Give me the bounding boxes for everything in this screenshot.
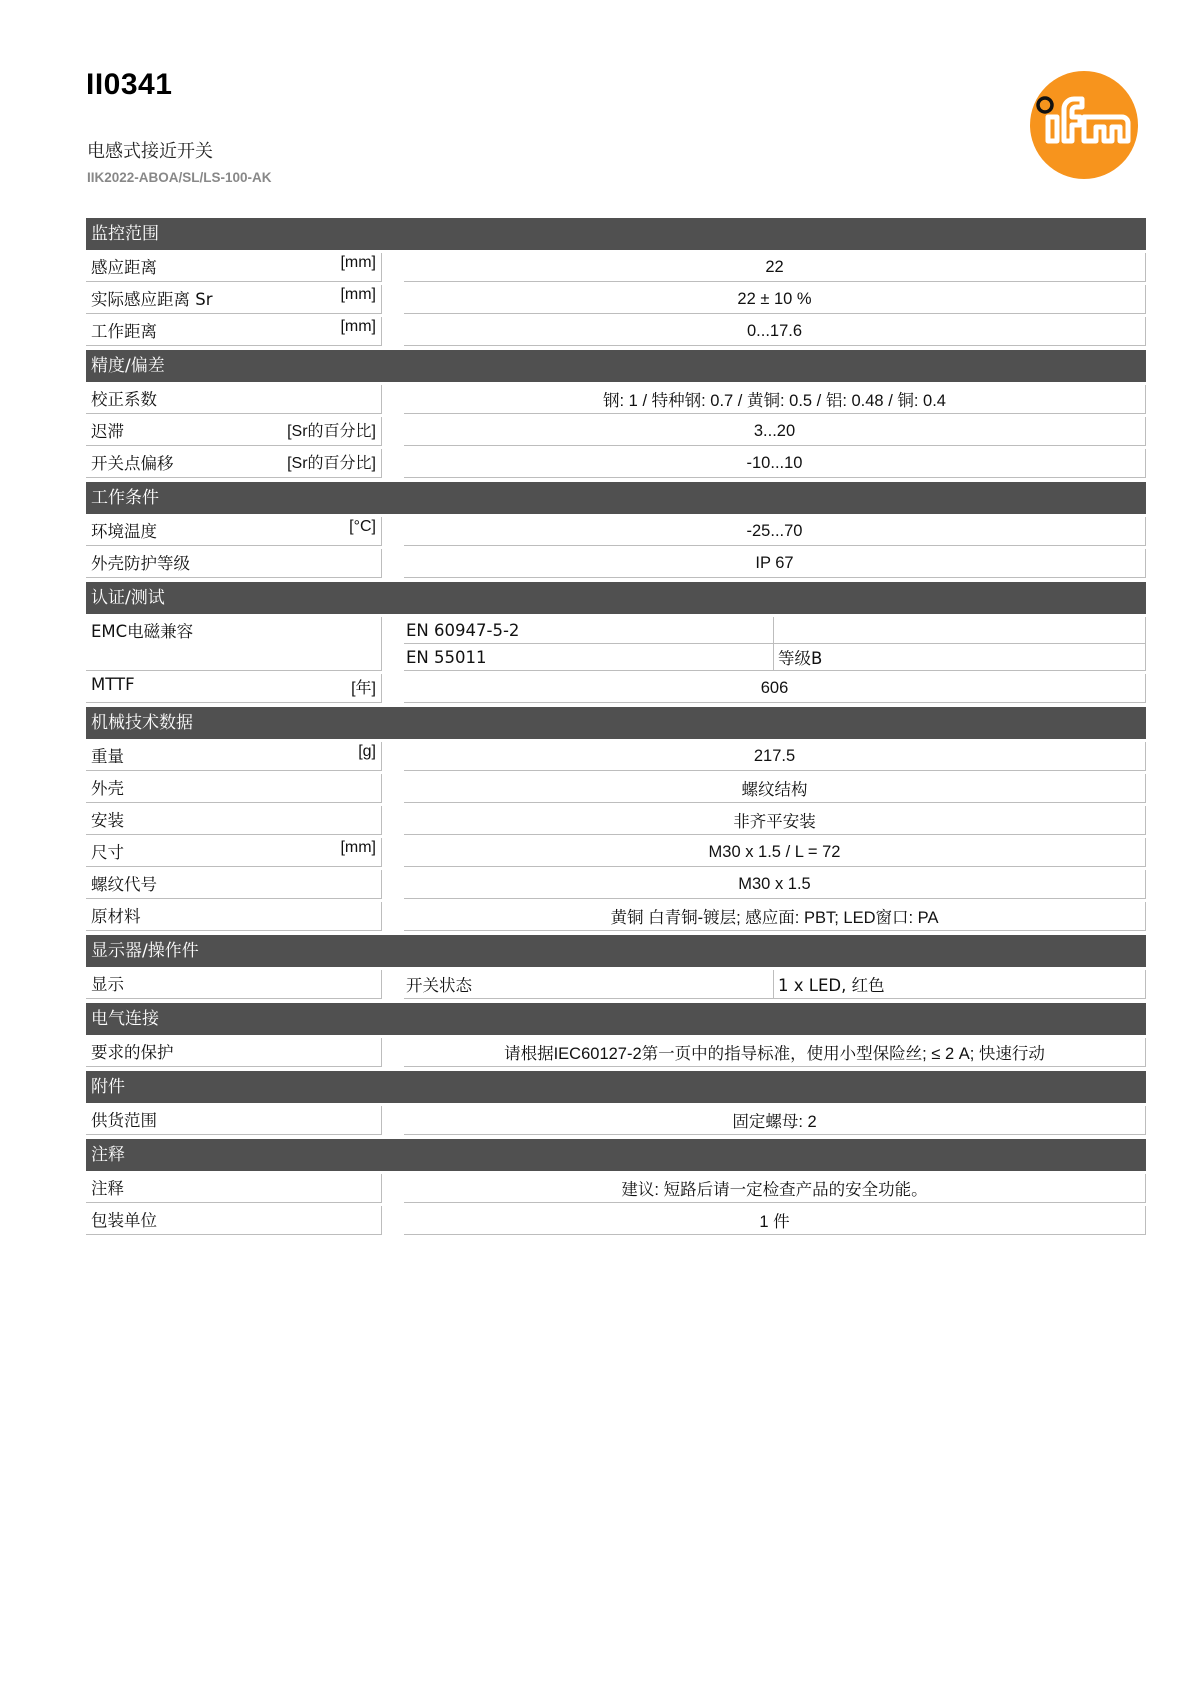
row-gap <box>382 617 404 671</box>
row-label: 注释 <box>91 1179 124 1198</box>
row-label-cell <box>86 1106 382 1135</box>
row-unit: [Sr的百分比] <box>287 455 376 472</box>
row-unit: [g] <box>358 743 376 760</box>
row-gap <box>382 1038 404 1067</box>
row-value-col2 <box>774 617 1146 644</box>
row-label: 显示 <box>91 975 124 994</box>
row-value: -10...10 <box>404 449 1146 478</box>
section-header: 工作条件 <box>86 482 1146 514</box>
row-value: 3...20 <box>404 417 1146 446</box>
row-value-stack <box>404 617 1146 671</box>
row-value-col2: 等级B <box>774 644 1146 671</box>
row-label-cell <box>86 970 382 999</box>
row-gap <box>382 385 404 414</box>
row-gap <box>382 774 404 803</box>
row-label: 螺纹代号 <box>91 875 157 894</box>
row-value: 0...17.6 <box>404 317 1146 346</box>
row-label: 安装 <box>91 811 124 830</box>
row-gap <box>382 870 404 899</box>
section-header: 附件 <box>86 1071 1146 1103</box>
section-header: 显示器/操作件 <box>86 935 1146 967</box>
row-label: 工作距离 <box>91 322 157 341</box>
spec-row <box>86 674 1146 703</box>
row-label-cell <box>86 253 382 282</box>
row-value: -25...70 <box>404 517 1146 546</box>
product-subtitle: 电感式接近开关 <box>87 141 213 162</box>
row-gap <box>382 449 404 478</box>
spec-row <box>86 317 1146 346</box>
row-label-cell <box>86 1206 382 1235</box>
row-label-cell <box>86 517 382 546</box>
row-label-cell <box>86 285 382 314</box>
row-label-cell <box>86 742 382 771</box>
row-label: 开关点偏移 <box>91 454 174 473</box>
row-unit: [°C] <box>349 518 376 535</box>
section-header: 电气连接 <box>86 1003 1146 1035</box>
row-value: 黄铜 白青铜-镀层; 感应面: PBT; LED窗口: PA <box>404 902 1146 931</box>
row-unit: [mm] <box>340 839 376 856</box>
row-value: M30 x 1.5 / L = 72 <box>404 838 1146 867</box>
spec-row <box>86 517 1146 546</box>
spec-row <box>86 806 1146 835</box>
row-label: 尺寸 <box>91 843 124 862</box>
row-label-cell <box>86 317 382 346</box>
section-header: 注释 <box>86 1139 1146 1171</box>
spec-table <box>86 218 1146 1235</box>
spec-row <box>86 417 1146 446</box>
row-unit: [mm] <box>340 286 376 303</box>
row-gap <box>382 838 404 867</box>
spec-row <box>86 902 1146 931</box>
row-gap <box>382 902 404 931</box>
row-label: 感应距离 <box>91 258 157 277</box>
row-gap <box>382 285 404 314</box>
spec-row <box>86 617 1146 671</box>
row-value: 固定螺母: 2 <box>404 1106 1146 1135</box>
row-label-cell <box>86 870 382 899</box>
product-code: IIK2022-ABOA/SL/LS-100-AK <box>87 170 272 185</box>
row-gap <box>382 1106 404 1135</box>
spec-row <box>86 285 1146 314</box>
row-value-split <box>404 970 1146 999</box>
row-label: 重量 <box>91 747 124 766</box>
row-value: 螺纹结构 <box>404 774 1146 803</box>
row-value: 22 ± 10 % <box>404 285 1146 314</box>
row-label-cell <box>86 806 382 835</box>
row-label: EMC电磁兼容 <box>91 622 194 641</box>
row-unit: [mm] <box>340 318 376 335</box>
row-label-cell <box>86 617 382 671</box>
spec-row <box>86 870 1146 899</box>
row-value-col2: 1 x LED, 红色 <box>774 970 1146 999</box>
section-header: 精度/偏差 <box>86 350 1146 382</box>
row-value-col1: EN 60947-5-2 <box>404 617 774 644</box>
row-label: 供货范围 <box>91 1111 157 1130</box>
spec-row <box>86 449 1146 478</box>
row-gap <box>382 742 404 771</box>
row-label: 外壳防护等级 <box>91 554 190 573</box>
page-header <box>86 60 1146 200</box>
row-label: 环境温度 <box>91 522 157 541</box>
row-label-cell <box>86 1038 382 1067</box>
row-value: 606 <box>404 674 1146 703</box>
product-title: II0341 <box>86 68 173 101</box>
spec-row <box>86 1038 1146 1067</box>
row-label-cell <box>86 385 382 414</box>
row-value-col1: EN 55011 <box>404 644 774 671</box>
row-label-cell <box>86 902 382 931</box>
row-gap <box>382 970 404 999</box>
row-gap <box>382 317 404 346</box>
row-unit: [mm] <box>340 254 376 271</box>
spec-row <box>86 1174 1146 1203</box>
section-header: 监控范围 <box>86 218 1146 250</box>
spec-row <box>86 1206 1146 1235</box>
row-label-cell <box>86 674 382 703</box>
row-label-cell <box>86 549 382 578</box>
row-value: IP 67 <box>404 549 1146 578</box>
row-value: 22 <box>404 253 1146 282</box>
row-label-cell <box>86 838 382 867</box>
row-label: 外壳 <box>91 779 124 798</box>
row-gap <box>382 1174 404 1203</box>
row-value-split <box>404 644 1146 671</box>
row-label: 迟滞 <box>91 422 124 441</box>
row-value-col1: 开关状态 <box>404 970 774 999</box>
row-value: 钢: 1 / 特种钢: 0.7 / 黄铜: 0.5 / 铝: 0.48 / 铜: 0.4 <box>404 385 1146 414</box>
row-value: 建议: 短路后请一定检查产品的安全功能。 <box>404 1174 1146 1203</box>
row-gap <box>382 1206 404 1235</box>
spec-row <box>86 549 1146 578</box>
spec-row <box>86 838 1146 867</box>
row-label: 原材料 <box>91 907 141 926</box>
spec-row <box>86 970 1146 999</box>
row-unit: [年] <box>351 680 376 697</box>
row-label: 校正系数 <box>91 390 157 409</box>
row-value: 1 件 <box>404 1206 1146 1235</box>
row-unit: [Sr的百分比] <box>287 423 376 440</box>
spec-row <box>86 385 1146 414</box>
row-value: 请根据IEC60127-2第一页中的指导标准，使用小型保险丝; ≤ 2 A; 快速行动 <box>404 1038 1146 1067</box>
row-gap <box>382 549 404 578</box>
spec-row <box>86 774 1146 803</box>
row-gap <box>382 417 404 446</box>
row-label: 实际感应距离 Sr <box>91 290 213 309</box>
spec-row <box>86 742 1146 771</box>
spec-row <box>86 253 1146 282</box>
section-header: 机械技术数据 <box>86 707 1146 739</box>
row-label-cell <box>86 1174 382 1203</box>
row-value: 非齐平安装 <box>404 806 1146 835</box>
row-label: MTTF <box>91 675 135 694</box>
row-label: 包装单位 <box>91 1211 157 1230</box>
row-gap <box>382 674 404 703</box>
row-gap <box>382 253 404 282</box>
row-label: 要求的保护 <box>91 1043 174 1062</box>
row-label-cell <box>86 774 382 803</box>
row-value: 217.5 <box>404 742 1146 771</box>
row-gap <box>382 806 404 835</box>
row-value: M30 x 1.5 <box>404 870 1146 899</box>
row-label-cell <box>86 449 382 478</box>
section-header: 认证/测试 <box>86 582 1146 614</box>
row-value-split <box>404 617 1146 644</box>
row-gap <box>382 517 404 546</box>
row-label-cell <box>86 417 382 446</box>
spec-row <box>86 1106 1146 1135</box>
ifm-logo <box>1024 65 1144 185</box>
